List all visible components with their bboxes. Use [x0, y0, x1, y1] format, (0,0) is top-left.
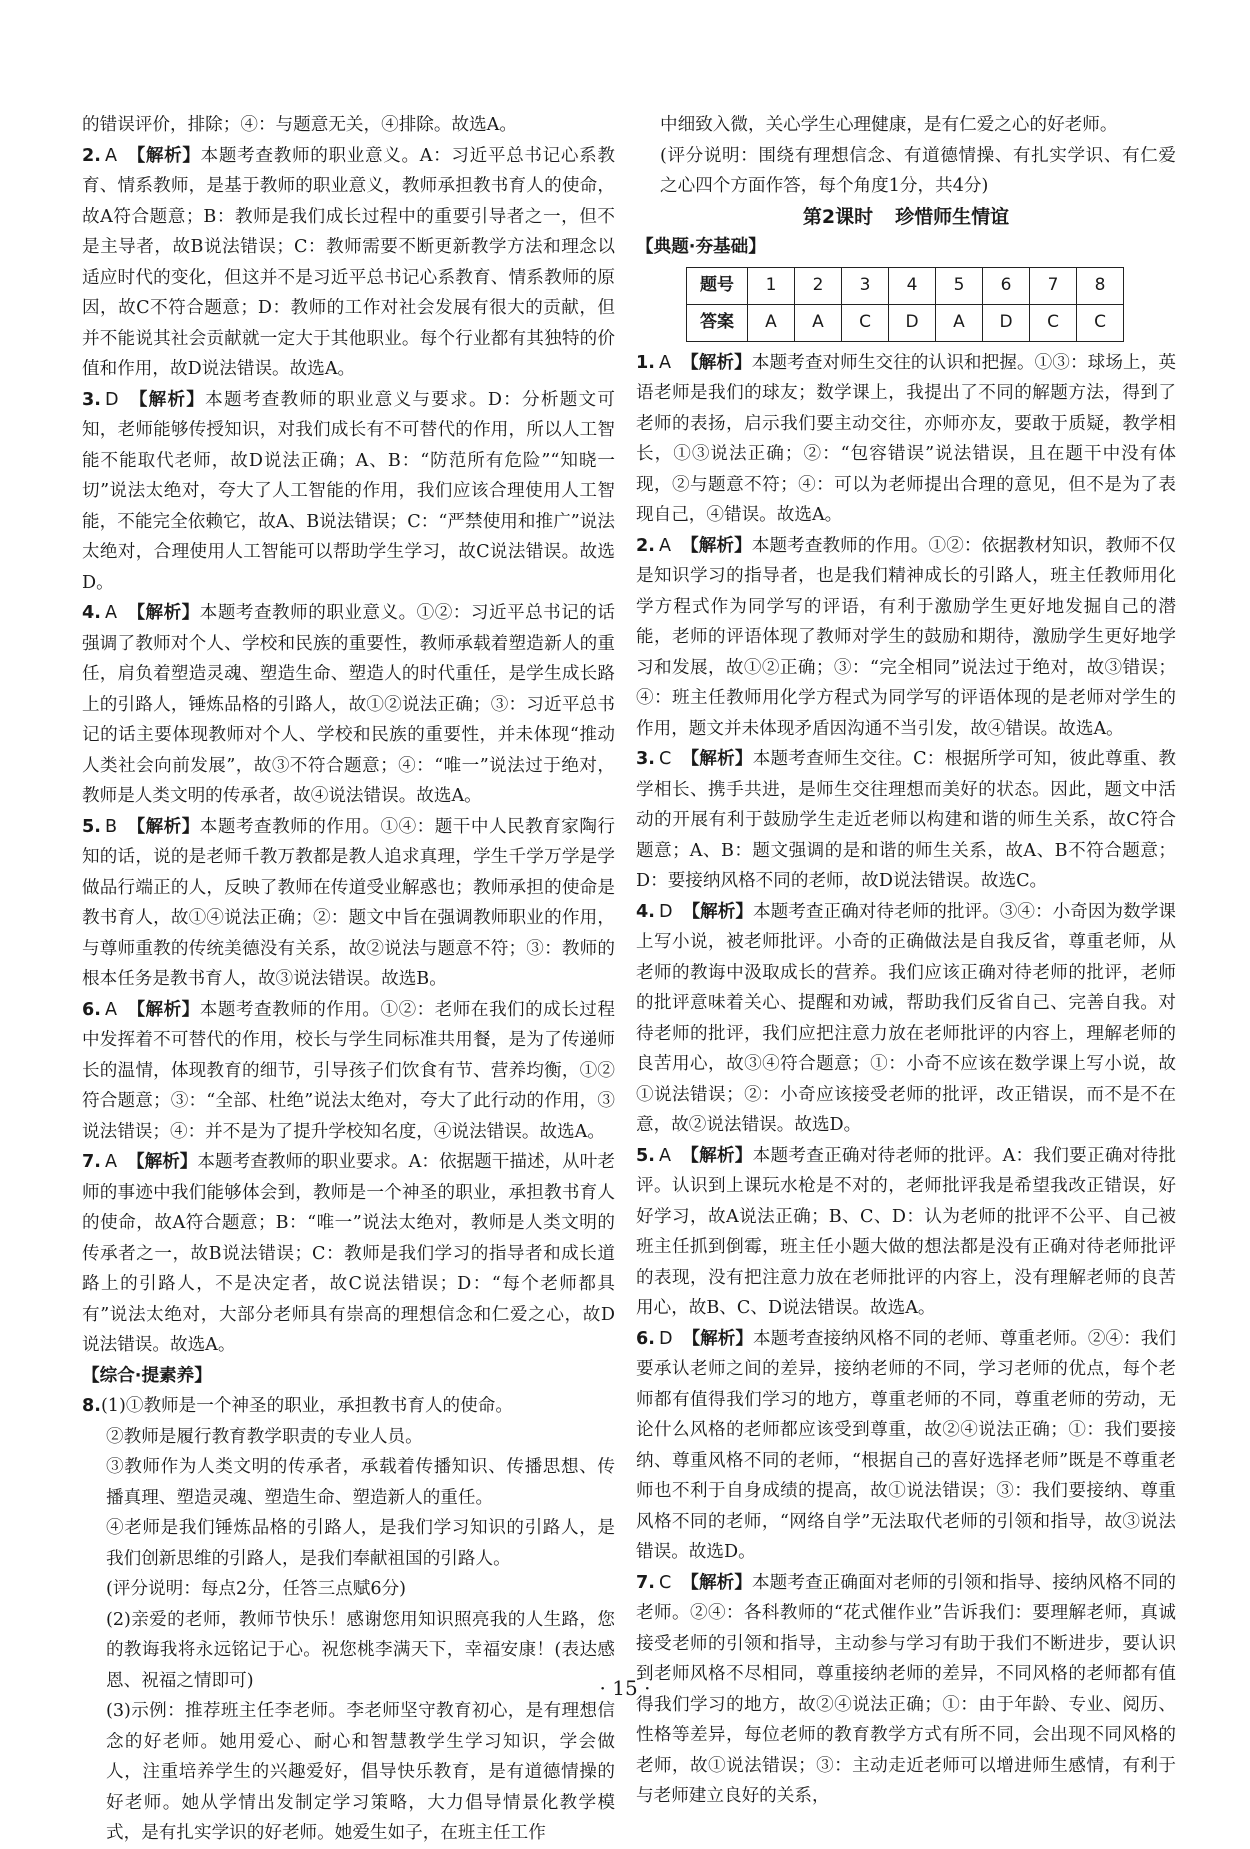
answer-key-number-cell: 8	[1077, 267, 1124, 304]
q8-line-2: ②教师是履行教育教学职责的专业人员。	[106, 1426, 423, 1447]
answer-item	[636, 1324, 1176, 1568]
item-explanation: 本题考查正确对待老师的批评。③④：小奇因为数学课上写小说，被老师批评。小奇的正确做法是自我反省，尊重老师，从老师的教诲中汲取成长的营养。我们应该正确对待老师的批评，老师的批评意味着关心、提醒和劝诫，帮助我们反省自己、完善自我。对待老师的批评，我们应把注意力放在老师批评的内容上，理解老师的良苦用心，故③④符合题意；①：小奇不应该在数学课上写小说，故①说法错误；②：小奇应该接受老师的批评，改正错误，而不是不在意，故②说法错误。故选D。	[636, 901, 1176, 1135]
question-8	[82, 1391, 615, 1849]
left-items	[82, 141, 615, 1361]
item-tag: 【解析】	[682, 1327, 754, 1349]
left-column	[82, 110, 615, 1849]
answer-key-number-cell: 7	[1030, 267, 1077, 304]
right-column	[636, 110, 1176, 1812]
item-number: 4.	[82, 603, 101, 623]
answer-key-label-number: 题号	[687, 267, 748, 304]
q8-line-4: ④老师是我们锤炼品格的引路人，是我们学习知识的引路人，是我们创新思维的引路人，是我们奉献祖国的引路人。	[106, 1518, 615, 1569]
item-tag: 【解析】	[126, 602, 200, 623]
answer-item	[636, 744, 1176, 897]
answer-key-answer-cell: C	[1030, 304, 1077, 341]
item-answer: D	[658, 1328, 673, 1349]
answer-key-number-cell: 4	[889, 267, 936, 304]
item-tag: 【解析】	[680, 534, 752, 556]
item-number: 7.	[82, 1152, 101, 1172]
answer-item	[82, 598, 615, 812]
item-explanation: 本题考查接纳风格不同的老师、尊重老师。②④：我们要承认老师之间的差异，接纳老师的不同，学习老师的优点，每个老师都有值得我们学习的地方，尊重老师的不同，尊重老师的劳动，无论什么风格的老师都应该受到尊重，故②④说法正确；①：我们要接纳、尊重风格不同的老师，“根据自己的喜好选择老师”既是不尊重老师也不利于自身成绩的提高，故①说法错误；③：我们要接纳、尊重风格不同的老师，“网络自学”无法取代老师的引领和指导，故③说法错误。故选D。	[636, 1328, 1176, 1562]
q8-line-5: (评分说明：每点2分，任答三点赋6分)	[106, 1579, 407, 1599]
item-number: 2.	[82, 145, 101, 166]
item-answer: A	[658, 1145, 671, 1166]
answer-item	[82, 995, 615, 1148]
item-explanation: 本题考查教师的职业意义。①②：习近平总书记的话强调了教师对个人、学校和民族的重要性，教师承载着塑造新人的重任，肩负着塑造灵魂、塑造生命、塑造人的时代重任，是学生成长路上的引路人，锤炼品格的引路人，故①②说法正确；③：习近平总书记的话主要体现教师对个人、学校和民族的重要性，并未体现“推动人类社会向前发展”，故③不符合题意；④：“唯一”说法过于绝对，教师是人类文明的传承者，故④说法错误。故选A。	[82, 603, 615, 806]
answer-key-number-cell: 2	[795, 267, 842, 304]
answer-key-label-answer: 答案	[687, 304, 748, 341]
item-number: 1.	[636, 352, 655, 373]
answer-item	[636, 1141, 1176, 1324]
item-tag: 【解析】	[126, 144, 201, 166]
item-number: 2.	[636, 535, 655, 556]
item-number: 7.	[636, 1572, 655, 1593]
answer-key-row-numbers	[687, 267, 1124, 304]
item-tag: 【解析】	[128, 388, 206, 410]
right-continuation: 中细致入微，关心学生心理健康，是有仁爱之心的好老师。	[660, 115, 1118, 135]
right-items	[636, 348, 1176, 1812]
answer-key-answer-cell: D	[983, 304, 1030, 341]
item-answer: C	[658, 1572, 672, 1593]
answer-key-answer-cell: A	[936, 304, 983, 341]
answer-item	[82, 141, 615, 385]
answer-key-table	[686, 267, 1124, 342]
item-number: 6.	[82, 999, 101, 1020]
q8-line-3: ③教师作为人类文明的传承者，承载着传播知识、传播思想、传播真理、塑造灵魂、塑造生命、塑造新人的重任。	[106, 1457, 615, 1508]
answer-item	[636, 348, 1176, 531]
lesson-name: 珍惜师生情谊	[895, 205, 1010, 228]
page-number: · 15 ·	[599, 1676, 651, 1700]
answer-item	[82, 812, 615, 995]
item-explanation: 本题考查教师的作用。①②：依据教材知识，教师不仅是知识学习的指导者，也是我们精神成长的引路人，班主任教师用化学方程式作为同学写的评语，有利于激励学生更好地发掘自己的潜能，老师的评语体现了教师对学生的鼓励和期待，激励学生更好地学习和发展，故①②正确；③：“完全相同”说法过于绝对，故③错误；④：班主任教师用化学方程式为同学写的评语体现的是老师对学生的作用，题文并未体现矛盾因沟通不当引发，故④错误。故选A。	[636, 535, 1176, 739]
answer-item	[82, 1147, 615, 1361]
item-explanation: 本题考查教师的职业意义与要求。D：分析题文可知，老师能够传授知识，对我们成长有不可替代的作用，所以人工智能不能取代老师，故D说法正确；A、B：“防范所有危险”“知晓一切”说法太绝对，夸大了人工智能的作用，我们应该合理使用人工智能，不能完全依赖它，故A、B说法错误；C：“严禁使用和推广”说法太绝对，合理使用人工智能可以帮助学生学习，故C说法错误。故选D。	[82, 389, 615, 593]
item-answer: A	[104, 999, 117, 1020]
answer-key-answer-cell: D	[889, 304, 936, 341]
q8-number: 8.	[82, 1396, 101, 1416]
item-tag: 【解析】	[681, 748, 753, 769]
answer-key-number-cell: 3	[842, 267, 889, 304]
scoring-note: (评分说明：围绕有理想信念、有道德情操、有扎实学识、有仁爱之心四个方面作答，每个角度1分，共4分)	[660, 145, 1176, 196]
lesson-title	[636, 202, 1176, 233]
item-answer: C	[658, 749, 672, 769]
answer-key-answer-cell: C	[1077, 304, 1124, 341]
q8-line-7: (3)示例：推荐班主任李老师。李老师坚守教育初心，是有理想信念的好老师。她用爱心、耐心和智慧教学生学习知识，学会做人，注重培养学生的兴趣爱好，倡导快乐教育，是有道德情操的好老师。她从学情出发制定学习策略，大力倡导情景化教学模式，是有扎实学识的好老师。她爱生如子，在班主任工作	[106, 1701, 615, 1843]
item-answer: D	[104, 389, 119, 410]
answer-key-row-answers	[687, 304, 1124, 341]
item-number: 5.	[636, 1145, 655, 1166]
answer-item	[82, 385, 615, 599]
q8-text: (1)①教师是一个神圣的职业，承担教书育人的使命。	[100, 1396, 513, 1416]
answer-item	[636, 897, 1176, 1141]
item-tag: 【解析】	[680, 1144, 753, 1166]
item-answer: A	[104, 603, 117, 623]
item-explanation: 本题考查正确面对老师的引领和指导、接纳风格不同的老师。②④：各科教师的“花式催作业”告诉我们：要理解老师，真诚接受老师的引领和指导，主动参与学习有助于我们不断进步，要认识到老师风格不尽相同，尊重接纳老师的差异，不同风格的老师都有值得我们学习的地方，故②④说法正确；①：由于年龄、专业、阅历、性格等差异，每位老师的教育教学方式有所不同，会出现不同风格的老师，故①说法错误；③：主动走近老师可以增进师生感情，有利于与老师建立良好的关系，	[636, 1572, 1176, 1806]
left-intro: 的错误评价，排除；④：与题意无关，④排除。故选A。	[82, 115, 517, 135]
item-tag: 【解析】	[126, 1151, 198, 1172]
item-tag: 【解析】	[681, 1571, 752, 1593]
q8-line-6: (2)亲爱的老师，教师节快乐！感谢您用知识照亮我的人生路，您的教诲我将永远铭记于心。祝您桃李满天下，幸福安康！(表达感恩、祝福之情即可)	[106, 1609, 615, 1691]
item-number: 3.	[82, 389, 101, 410]
answer-key-number-cell: 6	[983, 267, 1030, 304]
q8-line-1	[82, 1391, 615, 1422]
answer-key-answer-cell: A	[795, 304, 842, 341]
item-tag: 【解析】	[126, 998, 200, 1020]
item-explanation: 本题考查教师的职业要求。A：依据题干描述，从叶老师的事迹中我们能够体会到，教师是一个神圣的职业，承担教书育人的使命，故A符合题意；B：“唯一”说法太绝对，教师是人类文明的传承者之一，故B说法错误；C：教师是我们学习的指导者和成长道路上的引路人，不是决定者，故C说法错误；D：“每个老师都具有”说法太绝对，大部分老师具有崇高的理想信念和仁爱之心，故D说法错误。故选A。	[82, 1152, 615, 1355]
answer-item	[636, 531, 1176, 745]
item-number: 5.	[82, 816, 101, 837]
item-answer: A	[104, 1152, 117, 1172]
item-number: 6.	[636, 1328, 655, 1349]
item-explanation: 本题考查教师的作用。①④：题干中人民教育家陶行知的话，说的是老师千教万教都是教人追求真理，学生千学万学是学做品行端正的人，反映了教师在传道受业解惑也；教师承担的使命是教书育人，故①④说法正确；②：题文中旨在强调教师职业的作用，与尊师重教的传统美德没有关系，故②说法与题意不符；③：教师的根本任务是教书育人，故③说法错误。故选B。	[82, 816, 615, 989]
item-explanation: 本题考查对师生交往的认识和把握。①③：球场上，英语老师是我们的球友；数学课上，我提出了不同的解题方法，得到了老师的表扬，启示我们要主动交往，亦师亦友，要敢于质疑，教学相长，①③说法正确；②：“包容错误”说法错误，且在题干中没有体现，②与题意不符；④：可以为老师提出合理的意见，但不是为了表现自己，④错误。故选A。	[636, 352, 1176, 525]
answer-key-number-cell: 1	[748, 267, 795, 304]
item-explanation: 本题考查正确对待老师的批评。A：我们要正确对待批评。认识到上课玩水枪是不对的，老师批评我是希望我改正错误，好好学习，故A说法正确；B、C、D：认为老师的批评不公平、自己被班主任抓到倒霉，班主任小题大做的想法都是没有正确对待老师批评的表现，没有把注意力放在老师批评的内容上，没有理解老师的良苦用心，故B、C、D说法错误。故选A。	[636, 1145, 1176, 1318]
item-tag: 【解析】	[127, 815, 200, 837]
item-number: 3.	[636, 749, 655, 769]
item-tag: 【解析】	[682, 900, 754, 922]
section-heading-comprehensive: 【综合·提素养】	[82, 1365, 212, 1386]
answer-key-answer-cell: C	[842, 304, 889, 341]
item-answer: A	[104, 145, 117, 166]
item-tag: 【解析】	[680, 351, 752, 373]
item-explanation: 本题考查师生交往。C：根据所学可知，彼此尊重、教学相长、携手共进，是师生交往理想而美好的状态。因此，题文中活动的开展有利于鼓励学生走近老师以构建和谐的师生关系，故C符合题意；A、B：题文强调的是和谐的师生关系，故A、B不符合题意；D：要接纳风格不同的老师，故D说法错误。故选C。	[636, 749, 1176, 891]
answer-key-answer-cell: A	[748, 304, 795, 341]
answer-key-number-cell: 5	[936, 267, 983, 304]
section-heading-basics: 【典题·夯基础】	[636, 237, 766, 257]
item-explanation: 本题考查教师的职业意义。A：习近平总书记心系教育、情系教师，是基于教师的职业意义，教师承担教书育人的使命，故A符合题意；B：教师是我们成长过程中的重要引导者之一，但不是主导者，故B说法错误；C：教师需要不断更新教学方法和理念以适应时代的变化，但这并不是习近平总书记心系教育、情系教师的原因，故C不符合题意；D：教师的工作对社会发展有很大的贡献，但并不能说其社会贡献就一定大于其他职业。每个行业都有其独特的价值和作用，故D说法错误。故选A。	[82, 145, 615, 379]
item-answer: D	[658, 901, 673, 922]
lesson-number: 第2课时	[802, 205, 874, 228]
item-explanation: 本题考查教师的作用。①②：老师在我们的成长过程中发挥着不可替代的作用，校长与学生同标准共用餐，是为了传递师长的温情，体现教育的细节，引导孩子们饮食有节、营养均衡，①②符合题意；③：“全部、杜绝”说法太绝对，夸大了此行动的作用，③说法错误；④：并不是为了提升学校知名度，④说法错误。故选A。	[82, 999, 615, 1142]
item-number: 4.	[636, 901, 655, 922]
item-answer: A	[658, 535, 671, 556]
item-answer: B	[104, 816, 118, 837]
item-answer: A	[658, 352, 671, 373]
